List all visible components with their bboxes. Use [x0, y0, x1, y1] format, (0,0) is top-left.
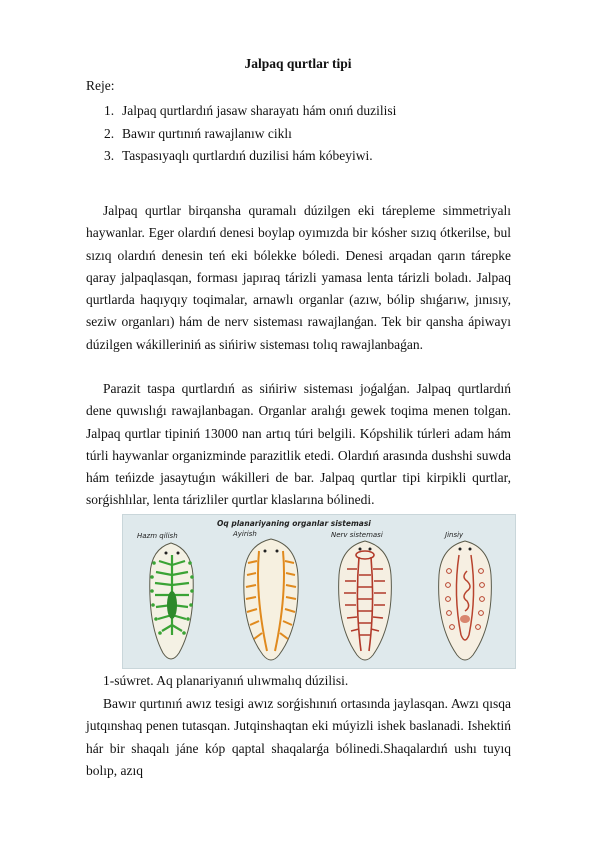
plan-item-text: Bawır qurtınıń rawajlanıw ciklı: [122, 125, 292, 141]
body-paragraph: Jalpaq qurtlar birqansha quramalı dúzilgen eki tárepleme simmetriyalı haywanlar. Eger olardıń denesi boylap oyımızda bir kósher sızıq ótkerilse, bul sızıq olardıń denesin teń eki bólekke bóledi. Denesi arqadan qarın tárepke qaray jalpaqlasqan, forması japıraq tárizli yamasa lenta tárizli boladı. Jalpaq qurtlarda haqıyqıy toqimalar, arnawlı organlar (azıw, bólip shıǵarıw, jınısıy, seziw organları) hám de nerv sisteması rawajlanǵan. Tek bir qansha ápiwayı dúzilgen wákilleriniń as sińiriw sisteması tolıq rawajlanbaǵan.: [86, 203, 511, 352]
planaria-illustration: [123, 515, 515, 668]
plan-label: Reje:: [86, 78, 115, 93]
plan-item-number: 2.: [104, 125, 115, 141]
plan-item-number: 3.: [104, 148, 115, 163]
figure-label-nervous: Nerv sistemasi: [331, 531, 383, 539]
plan-item-text: Taspasıyaqlı qurtlardıń duzilisi hám kóbeyiwi.: [122, 148, 373, 163]
plan-item: [104, 145, 396, 168]
planaria-nervous-drawing: [339, 541, 392, 660]
figure-label-digestive: Hazm qilish: [137, 532, 178, 540]
plan-list: [104, 100, 396, 168]
plan-item: [104, 100, 396, 123]
figure-title: Oq planariyaning organlar sistemasi: [217, 519, 371, 528]
planaria-figure: [122, 514, 516, 669]
plan-item-text: Jalpaq qurtlardıń jasaw sharayatı hám onıń duzilisi: [122, 103, 397, 118]
plan-item-number: 1.: [104, 103, 115, 118]
body-paragraph: Bawır qurtınıń awız tesigi awız sorǵishınıń ortasında jaylasqan. Awzı qısqa jutqınshaq penen tutasqan. Jutqinshaqtan eki múyizli ishek baslanadi. Ishektiń hár bir shaqalı jáne kóp qaptal shaqalarǵa bólinedi.Shaqalardıń ushı tuyıq bolıp, azıq: [86, 696, 511, 778]
figure-caption: 1-súwret. Aq planariyanıń ulıwmalıq dúzilisi.: [103, 673, 349, 688]
planaria-digestive-drawing: [150, 543, 194, 659]
page-title: Jalpaq qurtlar tipi: [244, 56, 352, 71]
planaria-excretory-drawing: [244, 539, 298, 660]
plan-item: [104, 123, 396, 146]
body-paragraph: Parazit taspa qurtlardıń as sińiriw sisteması joǵalǵan. Jalpaq qurtlardıń dene quwıslıǵı rawajlanbagan. Organlar aralıǵı gewek toqima menen tolgan. Jalpaq qurtlar tipiniń 13000 nan artıq túri belgili. Kópshilik túrleri adam hám túrli haywanlar organizminde parazitlik etedi. Olardıń arasında dushshi suwda hám teńizde jasaytuǵın wákilleri de bar. Jalpaq qurtlar tipi kirpikli qurtlar, sorǵishlılar, lenta tárizliler qurtlar klaslarına bólinedi.: [86, 381, 511, 508]
planaria-reproductive-drawing: [439, 541, 492, 660]
figure-label-excretory: Ayirish: [233, 530, 257, 538]
figure-label-reproductive: Jinsiy: [445, 531, 464, 539]
